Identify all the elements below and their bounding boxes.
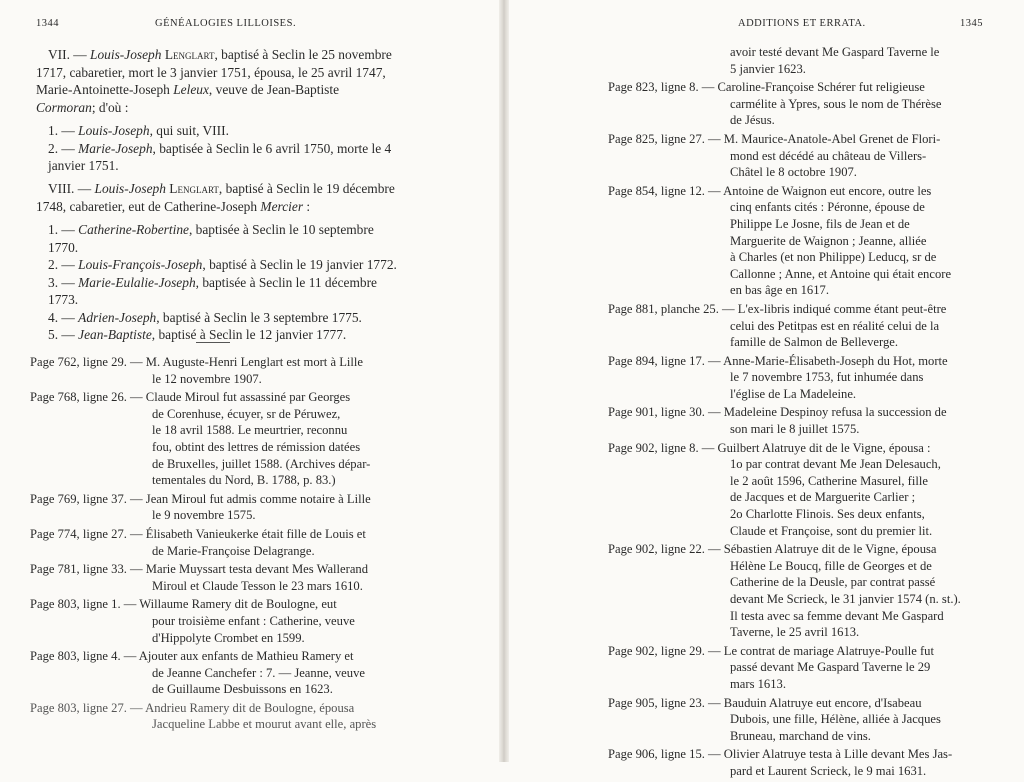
left-errata	[30, 354, 402, 735]
gen8-name: Louis-Joseph	[94, 181, 166, 196]
gen7-surname: Lenglart	[164, 47, 215, 62]
erratum-entry: Page 854, ligne 12. — Antoine de Waignon eut encore, outre les cinq enfants cités : Péronne, épouse de Philippe Le Josne, fils de Jean et de Marguerite de Waignon ; Jeanne, alliée à Charles (et non Philippe) Leducq, sr de Callonne ; Anne, et Antoine qui était encore en bas âge en 1617.	[608, 183, 952, 298]
left-page-number: 1344	[36, 18, 59, 29]
list-item: 1. — Catherine-Robertine, baptisée à Seclin le 10 septembre 1770.	[48, 222, 374, 255]
gen8-children	[36, 221, 398, 344]
left-running-title: GÉNÉALOGIES LILLOISES.	[155, 18, 297, 29]
right-running-title: ADDITIONS ET ERRATA.	[738, 18, 866, 29]
left-page	[0, 0, 500, 762]
gen7-wife: Leleux	[173, 82, 209, 97]
gen7-numeral: VII.	[48, 47, 70, 62]
list-item: 3. — Marie-Eulalie-Joseph, baptisée à Seclin le 11 décembre 1773.	[48, 274, 377, 307]
erratum-entry: Page 774, ligne 27. — Élisabeth Vanieukerke était fille de Louis et de Marie-Françoise Delagrange.	[30, 526, 366, 558]
right-page-number: 1345	[960, 18, 983, 29]
gen8-wife: Mercier	[260, 198, 304, 214]
erratum-entry: Page 906, ligne 15. — Olivier Alatruye testa à Lille devant Mes Jas- pard et Laurent Scrieck, le 9 mai 1631.	[608, 747, 953, 778]
gen7-children	[36, 122, 398, 175]
erratum-entry: Page 825, ligne 27. — M. Maurice-Anatole-Abel Grenet de Flori- mond est décédé au château de Villers- Châtel le 8 octobre 1907.	[608, 131, 941, 180]
erratum-entry: Page 768, ligne 26. — Claude Miroul fut assassiné par Georges de Corenhuse, écuyer, sr de Péruwez, le 18 avril 1588. Le meurtrier, reconnu fou, obtint des lettres de rémission datées de Bruxelles, juillet 1588. (Archives dépar- tementales du Nord, B. 1788, p. 83.)	[30, 390, 371, 488]
erratum-entry: Page 823, ligne 8. — Caroline-Françoise Schérer fut religieuse carmélite à Ypres, sous le nom de Thérèse de Jésus.	[608, 80, 942, 128]
gen8-text-a: , baptisé à Seclin le 19 décembre 1748, cabaretier, eut de Catherine-Joseph	[36, 181, 395, 214]
gen8-numeral: VIII.	[48, 181, 75, 196]
section-divider	[196, 342, 230, 343]
gen7-text-c: ; d'où :	[91, 99, 129, 115]
erratum-continuation: avoir testé devant Me Gaspard Taverne le 5 janvier 1623.	[730, 45, 940, 76]
erratum-entry: Page 881, planche 25. — L'ex-libris indiqué comme étant peut-être celui des Petitpas est en réalité celui de la famille de Salmon de Belleverge.	[608, 301, 947, 350]
gen7-name: Louis-Joseph	[90, 47, 162, 62]
list-item: 5. — Jean-Baptiste, baptisé à Seclin le 12 janvier 1777.	[48, 327, 347, 342]
erratum-entry: Page 901, ligne 30. — Madeleine Despinoy refusa la succession de son mari le 8 juillet 1575.	[608, 405, 947, 437]
erratum-entry: Page 769, ligne 37. — Jean Miroul fut admis comme notaire à Lille le 9 novembre 1575.	[30, 491, 371, 523]
list-item: 2. — Louis-François-Joseph, baptisé à Seclin le 19 janvier 1772.	[48, 257, 397, 272]
erratum-entry: Page 902, ligne 22. — Sébastien Alatruye dit de le Vigne, épousa Hélène Le Boucq, fille de Georges et de Catherine de la Deusle, par contrat passé devant Me Scrieck, le 31 janvier 1574 (n. st.). Il testa avec sa femme devant Me Gaspard Taverne, le 25 avril 1613.	[608, 542, 961, 640]
erratum-entry: Page 894, ligne 17. — Anne-Marie-Élisabeth-Joseph du Hot, morte le 7 novembre 1753, fut inhumée dans l'église de La Madeleine.	[608, 353, 948, 401]
right-page	[508, 0, 1024, 778]
generation-vii: VII. — Louis-Joseph Lenglart, baptisé à Seclin le 25 novembre 1717, cabaretier, mort le 3 janvier 1751, épousa, le 25 avril 1747, Marie-Antoinette-Joseph Leleux, veuve de Jean-Baptiste Cormoran; d'où : 1. — Louis-Joseph, qui suit, VIII. 2. — Marie-Joseph, baptisée à Seclin le 6 avril 1750, morte le 4 janvier 1751.	[36, 46, 398, 175]
list-item: 1. — Louis-Joseph, qui suit, VIII.	[48, 123, 229, 138]
gen8-surname: Lenglart	[169, 181, 219, 196]
erratum-entry: Page 781, ligne 33. — Marie Muyssart testa devant Mes Wallerand Miroul et Claude Tesson le 23 mars 1610.	[30, 562, 369, 593]
erratum-entry: Page 803, ligne 1. — Willaume Ramery dit de Boulogne, eut pour troisième enfant : Catherine, veuve d'Hippolyte Crombet en 1599.	[30, 597, 355, 645]
list-item: 4. — Adrien-Joseph, baptisé à Seclin le 3 septembre 1775.	[48, 309, 362, 325]
right-errata	[608, 44, 998, 782]
erratum-entry: Page 902, ligne 8. — Guilbert Alatruye dit de le Vigne, épousa : 1o par contrat devant Me Jean Delesauch, le 2 août 1596, Catherine Masurel, fille de Jacques et de Marguerite Carlier ; 2o Charlotte Flinois. Ses deux enfants, Claude et Françoise, sont du premier lit.	[608, 440, 941, 538]
gen7-widow-of: Cormoran	[36, 99, 92, 115]
erratum-entry: Page 803, ligne 4. — Ajouter aux enfants de Mathieu Ramery et de Jeanne Canchefer : 7. — Jeanne, veuve de Guillaume Desbuissons en 1623.	[30, 649, 365, 697]
gen8-text-b: :	[303, 198, 311, 214]
generation-viii: VIII. — Louis-Joseph Lenglart, baptisé à Seclin le 19 décembre 1748, cabaretier, eut de Catherine-Joseph Mercier : 1. — Catherine-Robertine, baptisée à Seclin le 10 septembre 1770. 2. — Louis-François-Joseph, baptisé à Seclin le 19 janvier 1772. 3. — Marie-Eulalie-Joseph, baptisée à Seclin le 11 décembre 1773. 4. — Adrien-Joseph, baptisé à Seclin le 3 septembre 1775. 5. — Jean-Baptiste, baptisé à Seclin le 12 janvier 1777.	[36, 181, 397, 342]
erratum-entry: Page 905, ligne 23. — Bauduin Alatruye eut encore, d'Isabeau Dubois, une fille, Hélène, alliée à Jacques Bruneau, marchand de vins.	[608, 695, 941, 743]
erratum-entry: Page 902, ligne 29. — Le contrat de mariage Alatruye-Poulle fut passé devant Me Gaspard Taverne le 29 mars 1613.	[608, 643, 934, 691]
erratum-entry: Page 803, ligne 27. — Andrieu Ramery dit de Boulogne, épousa Jacqueline Labbe et mourut avant elle, après	[30, 700, 377, 732]
gen7-text-b: , veuve de Jean-Baptiste	[208, 82, 340, 97]
erratum-entry: Page 762, ligne 29. — M. Auguste-Henri Lenglart est mort à Lille le 12 novembre 1907.	[30, 355, 363, 386]
gen7-text-a: , baptisé à Seclin le 25 novembre 1717, cabaretier, mort le 3 janvier 1751, épousa, le 25 avril 1747, Marie-Antoinette-Joseph	[36, 47, 392, 97]
list-item: 2. — Marie-Joseph, baptisée à Seclin le 6 avril 1750, morte le 4 janvier 1751.	[48, 140, 392, 173]
